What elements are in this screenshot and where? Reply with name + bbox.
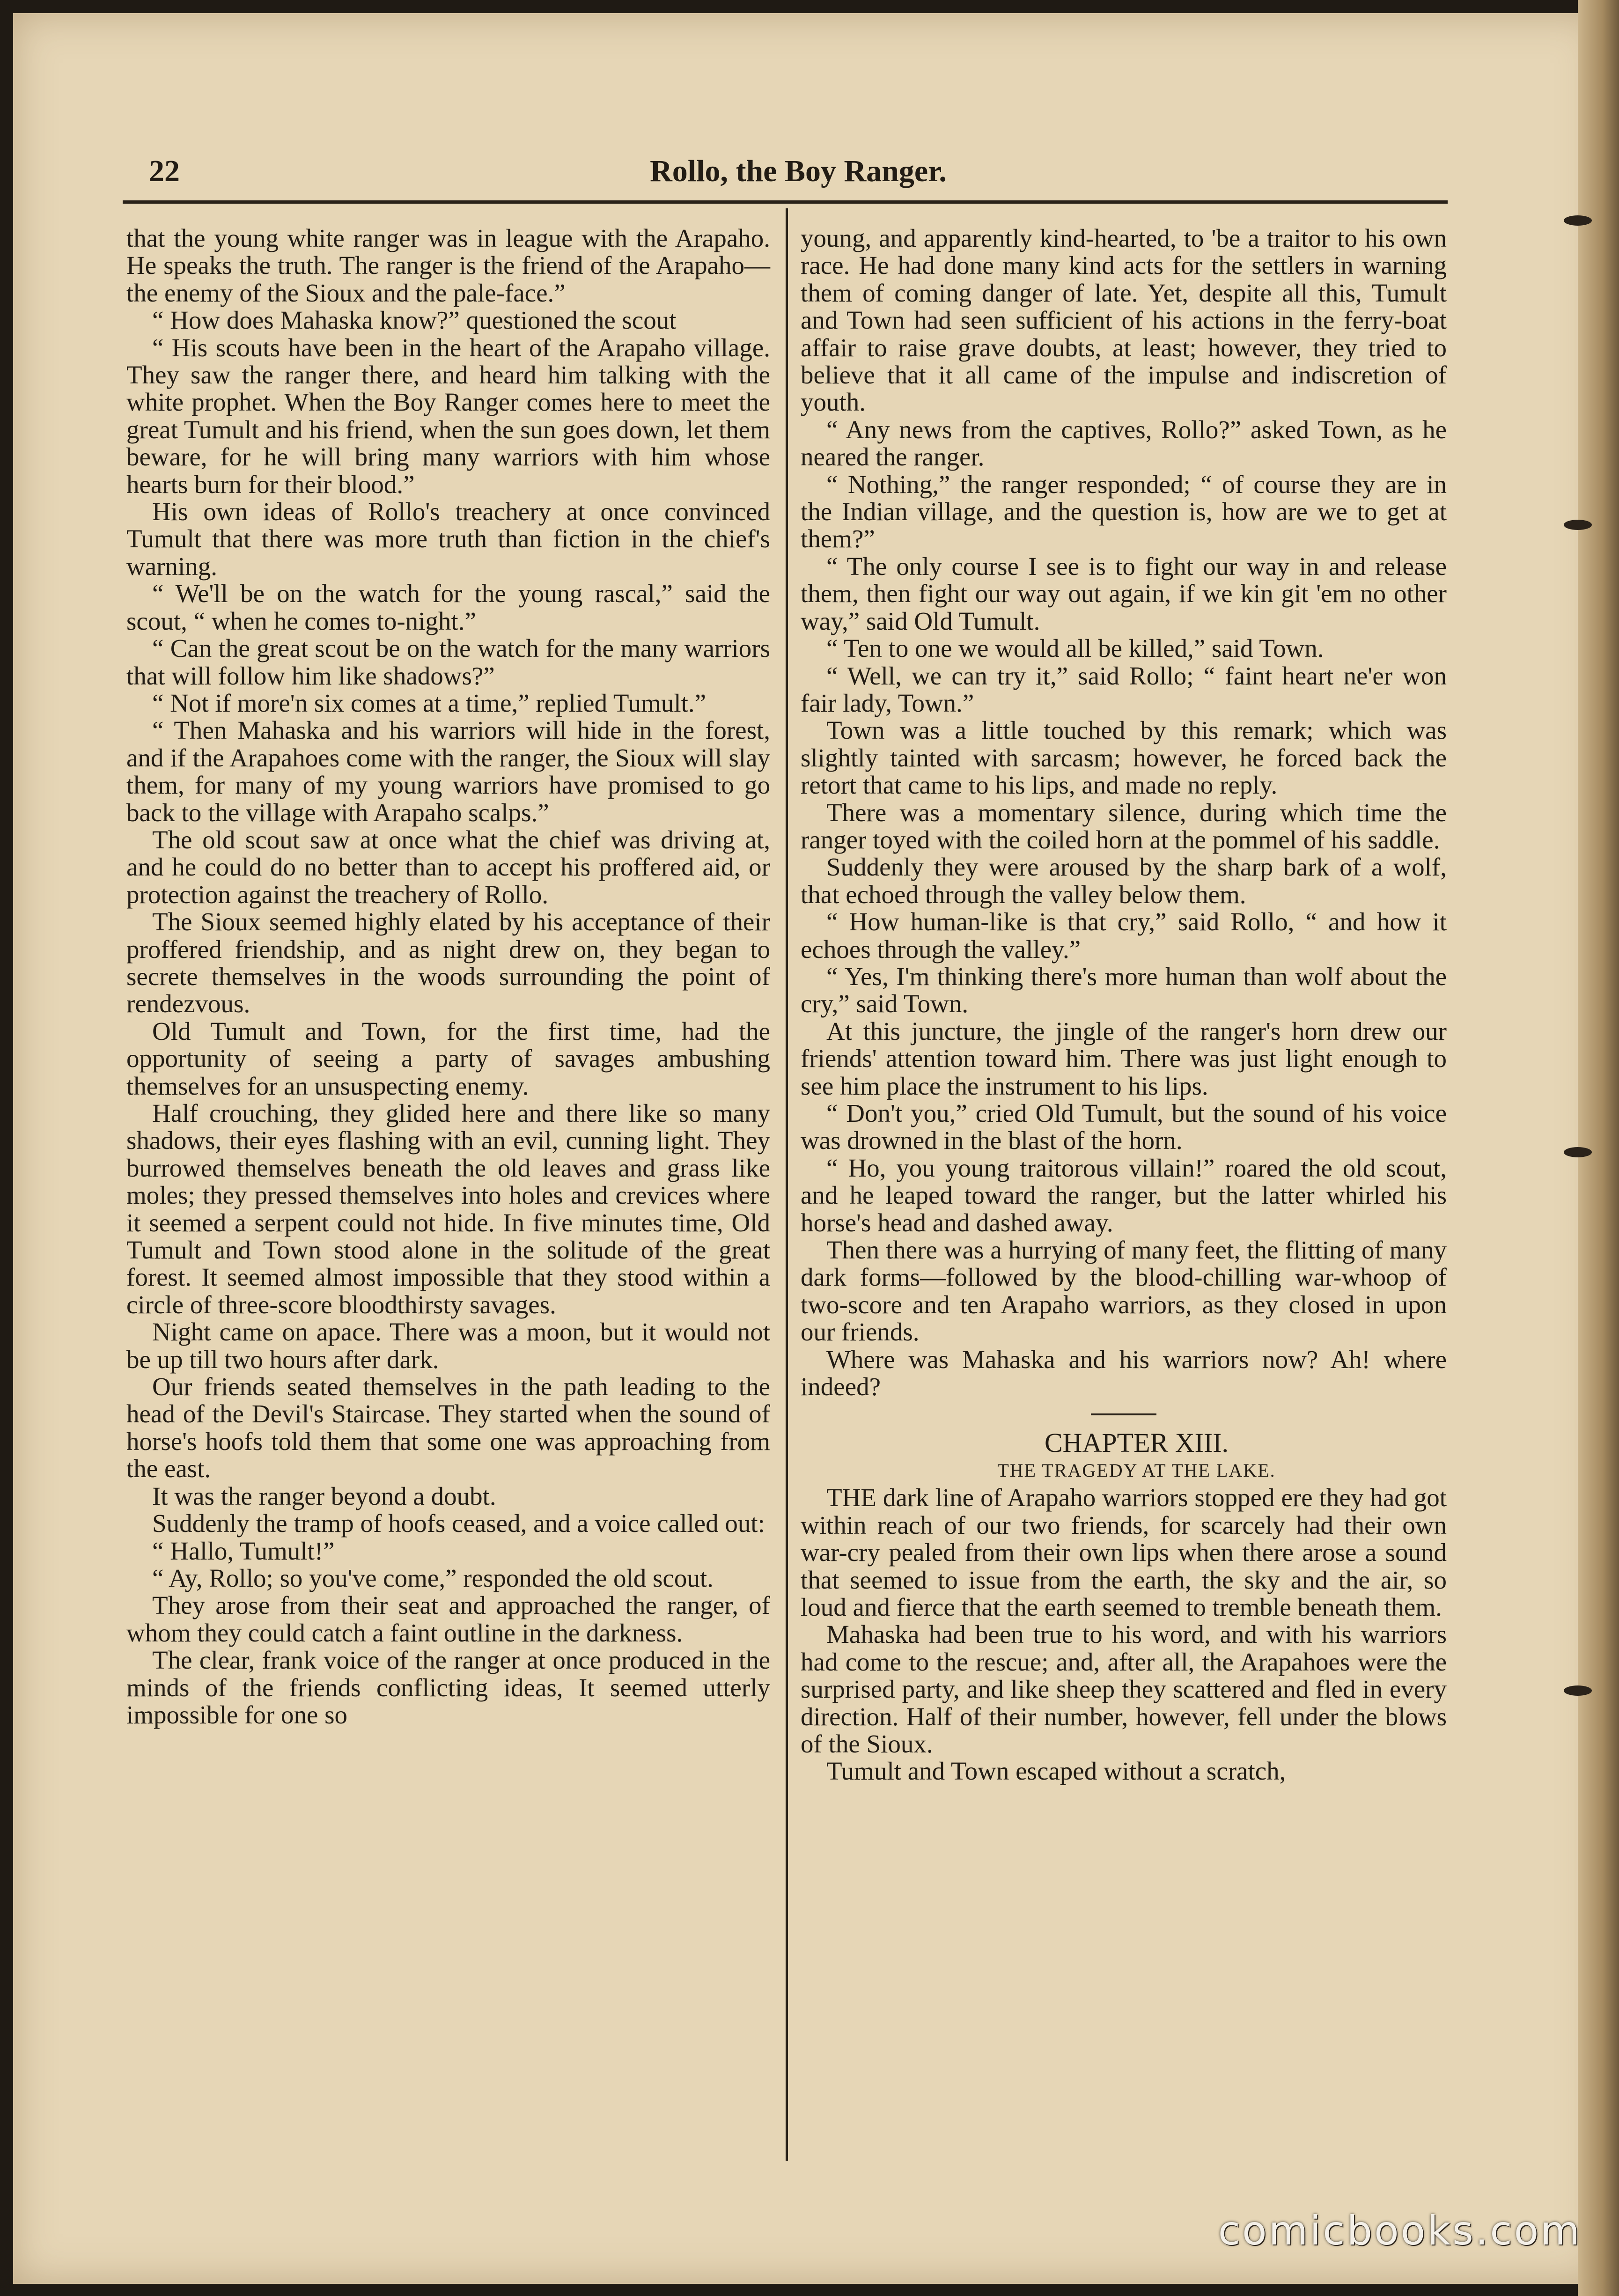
paragraph: Our friends seated themselves in the path leading to the head of the Devil's Staircase. They started when the sound of horse's hoofs told them that some one was approaching from the east. — [126, 1372, 770, 1483]
paragraph: Tumult and Town escaped without a scratch, — [826, 1757, 1286, 1786]
paragraph: “ Ten to one we would all be killed,” said Town. — [826, 634, 1324, 663]
paragraph: Suddenly the tramp of hoofs ceased, and a voice called out: — [152, 1509, 765, 1538]
paragraph: Mahaska had been true to his word, and with his warriors had come to the rescue; and, after all, the Arapahoes were the surprised party, and like sheep they scattered and fled in every direction. Half of their number, however, fell under the blows of the Sioux. — [801, 1620, 1447, 1758]
watermark: comicbooks.com — [1218, 2208, 1582, 2254]
paragraph: “ His scouts have been in the heart of the Arapaho village. They saw the ranger there, and heard him talking with the white prophet. When the Boy Ranger comes here to meet the great Tumult and his friend, when the sun goes down, let them beware, for he will bring many warriors with him whose hearts burn for their blood.” — [126, 333, 770, 499]
paragraph: young, and apparently kind-hearted, to 'be a traitor to his own race. He had done many kind acts for the settlers in warning them of coming danger of late. Yet, despite all this, Tumult and Town had seen sufficient of his actions in the ferry-boat affair to raise grave doubts, at least; however, they tried to believe that it all came of the impulse and indiscretion of youth. — [801, 224, 1447, 417]
running-title: Rollo, the Boy Ranger. — [650, 154, 947, 188]
binding-hole — [1564, 1685, 1592, 1696]
paragraph: “ Not if more'n six comes at a time,” replied Tumult.” — [152, 688, 706, 717]
paragraph: The old scout saw at once what the chief was driving at, and he could do no better than to accept his proffered aid, or protection against the treachery of Rollo. — [126, 825, 770, 909]
paragraph: “ How does Mahaska know?” questioned the scout — [152, 306, 677, 335]
paragraph: Town was a little touched by this remark; which was slightly tainted with sarcasm; however, he forced back the retort that came to his lips, and made no reply. — [801, 716, 1447, 800]
column-divider — [786, 208, 788, 2161]
right-column — [801, 225, 1447, 1785]
paragraph: “ How human-like is that cry,” said Rollo, “ and how it echoes through the valley.” — [801, 907, 1447, 964]
paragraph: Then there was a hurrying of many feet, the flitting of many dark forms—followed by the blood-chilling war-whoop of two-score and ten Arapaho warriors, as they closed in upon our friends. — [801, 1236, 1447, 1347]
chapter-subtitle: THE TRAGEDY AT THE LAKE. — [997, 1459, 1276, 1481]
paragraph: The Sioux seemed highly elated by his acceptance of their proffered friendship, and as night drew on, they began to secrete themselves in the woods surrounding the point of rendezvous. — [126, 907, 770, 1018]
paragraph: Half crouching, they glided here and there like so many shadows, their eyes flashing with an evil, cunning light. They burrowed themselves beneath the old leaves and grass like moles; they pressed themselves into holes and crevices where it seemed a serpent could not hide. In five minutes time, Old Tumult and Town stood alone in the solitude of the great forest. It seemed almost impossible that they stood within a circle of three-score bloodthirsty savages. — [126, 1099, 770, 1319]
paragraph: “ Well, we can try it,” said Rollo; “ faint heart ne'er won fair lady, Town.” — [801, 661, 1447, 717]
paragraph: “ Don't you,” cried Old Tumult, but the sound of his voice was drowned in the blast of the horn. — [801, 1099, 1447, 1155]
paragraph: “ Nothing,” the ranger responded; “ of course they are in the Indian village, and the question is, how are we to get at them?” — [801, 470, 1447, 553]
paragraph: “ Then Mahaska and his warriors will hide in the forest, and if the Arapahoes come with the ranger, the Sioux will slay them, for many of my young warriors have promised to go back to the village with Arapaho scalps.” — [126, 716, 770, 827]
chapter-title: CHAPTER XIII. — [1044, 1428, 1229, 1458]
binding-hole — [1564, 1147, 1592, 1157]
paragraph: The clear, frank voice of the ranger at once produced in the minds of the friends conflicting ideas, It seemed utterly impossible for one so — [126, 1646, 770, 1729]
paragraph: Night came on apace. There was a moon, but it would not be up till two hours after dark. — [126, 1317, 770, 1374]
header-rule — [123, 200, 1448, 204]
paragraph: “ Can the great scout be on the watch for the many warriors that will follow him like shadows?” — [126, 634, 770, 690]
paragraph: “ Hallo, Tumult!” — [152, 1536, 335, 1565]
binding-hole — [1564, 520, 1592, 530]
paragraph: “ We'll be on the watch for the young rascal,” said the scout, “ when he comes to-night.” — [126, 579, 770, 635]
paragraph: that the young white ranger was in league with the Arapaho. He speaks the truth. The ranger is the friend of the Arapaho—the enemy of the Sioux and the pale-face.” — [126, 224, 770, 307]
paragraph: THE dark line of Arapaho warriors stopped ere they had got within reach of our two friends, for scarcely had their own war-cry pealed from their own lips when there arose a sound that seemed to issue from the earth, the sky and the air, so loud and fierce that the earth seemed to tremble beneath them. — [801, 1483, 1447, 1621]
paragraph: Where was Mahaska and his warriors now? Ah! where indeed? — [801, 1345, 1447, 1401]
paragraph: “ Any news from the captives, Rollo?” asked Town, as he neared the ranger. — [801, 415, 1447, 471]
paragraph: “ Ay, Rollo; so you've come,” responded the old scout. — [152, 1563, 714, 1592]
paragraph: “ Ho, you young traitorous villain!” roared the old scout, and he leaped toward the ranger, but the latter whirled his horse's head and dashed away. — [801, 1153, 1447, 1237]
paragraph: “ Yes, I'm thinking there's more human than wolf about the cry,” said Town. — [801, 962, 1447, 1018]
paragraph: Suddenly they were aroused by the sharp bark of a wolf, that echoed through the valley below them. — [801, 853, 1447, 909]
page-number: 22 — [149, 154, 180, 188]
section-separator — [1091, 1413, 1156, 1415]
paragraph: It was the ranger beyond a doubt. — [152, 1481, 496, 1510]
paragraph: At this juncture, the jingle of the ranger's horn drew our friends' attention toward him. There was just light enough to see him place the instrument to his lips. — [801, 1016, 1447, 1100]
paragraph: His own ideas of Rollo's treachery at once convinced Tumult that there was more truth than fiction in the chief's warning. — [126, 497, 770, 581]
paragraph: “ The only course I see is to fight our way in and release them, then fight our way out again, if we kin git 'em no other way,” said Old Tumult. — [801, 552, 1447, 635]
left-column — [126, 225, 770, 1729]
binding-hole — [1564, 215, 1592, 226]
paragraph: There was a momentary silence, during which time the ranger toyed with the coiled horn at the pommel of his saddle. — [801, 798, 1447, 854]
paragraph: Old Tumult and Town, for the first time, had the opportunity of seeing a party of savages ambushing themselves for an unsuspecting enemy. — [126, 1016, 770, 1100]
paragraph: They arose from their seat and approached the ranger, of whom they could catch a faint outline in the darkness. — [126, 1591, 770, 1647]
